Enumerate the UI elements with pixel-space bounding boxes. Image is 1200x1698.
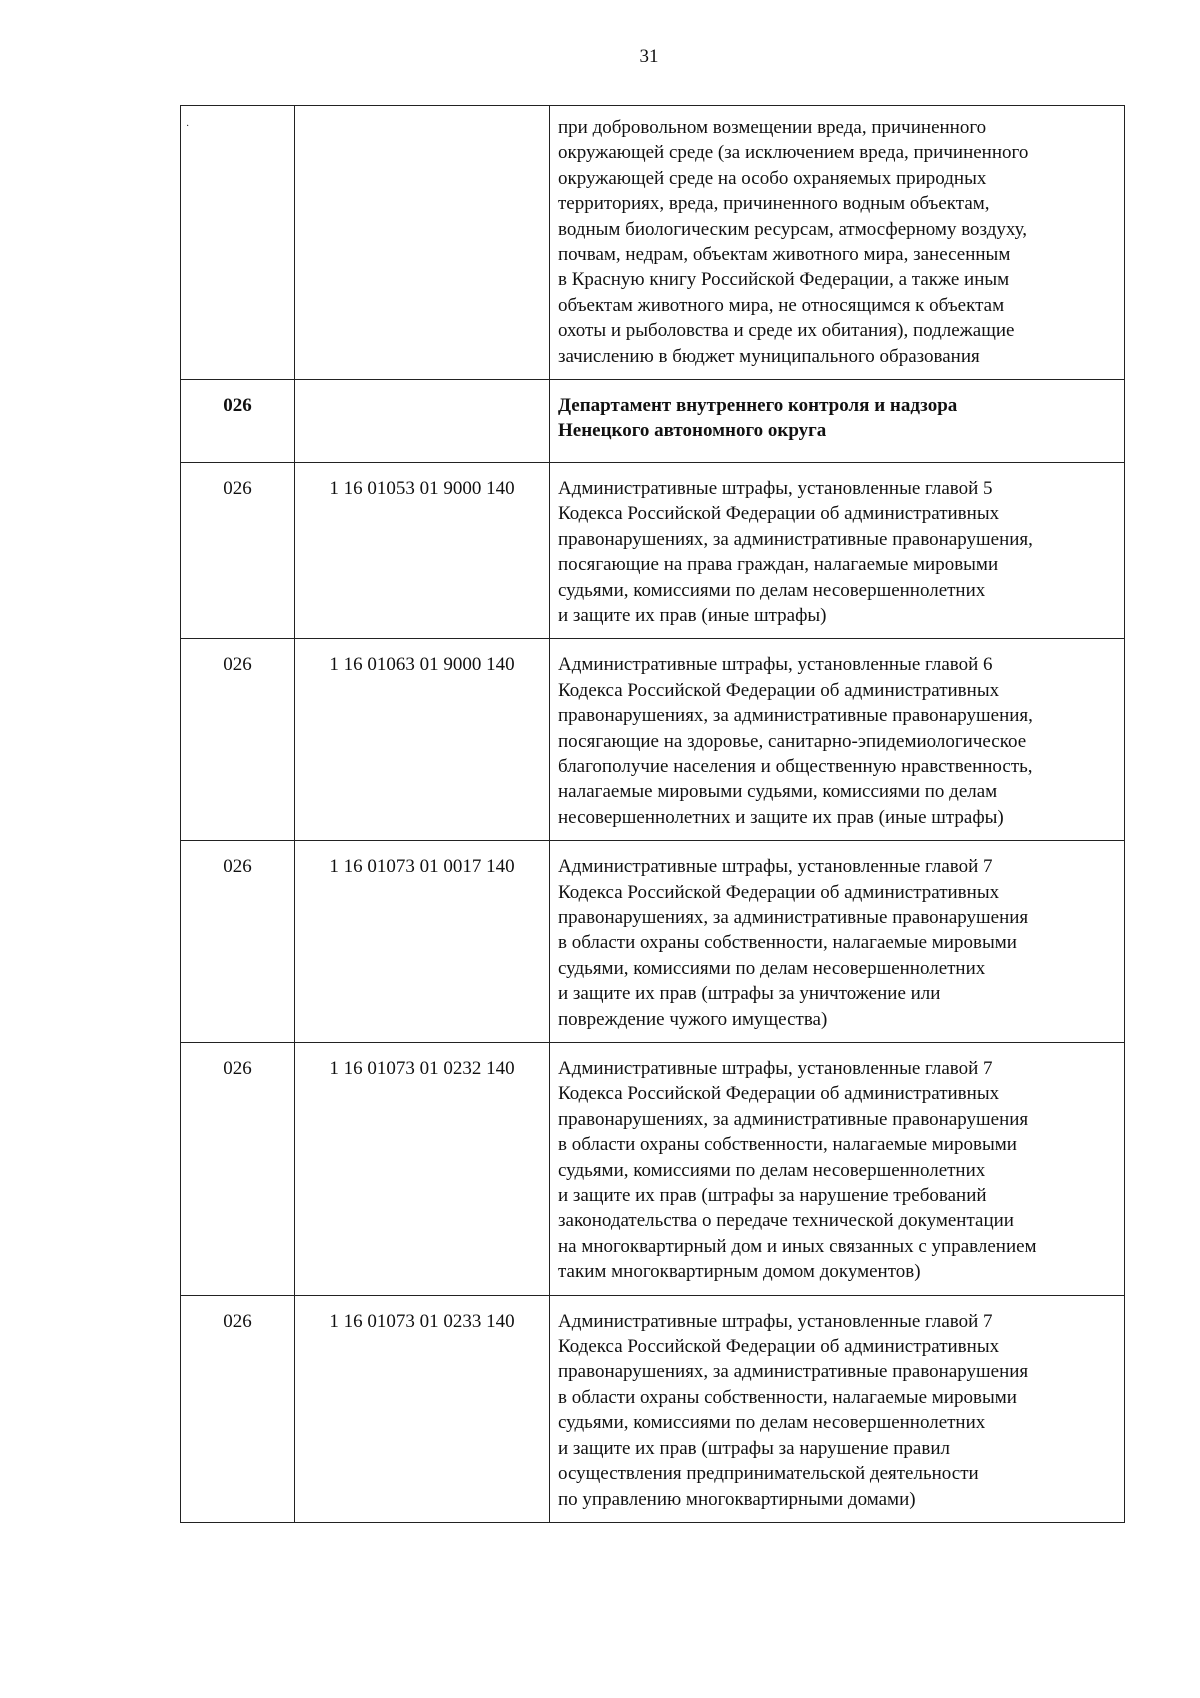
table-row	[181, 106, 1125, 380]
scan-artifact-dot: ·	[186, 121, 190, 132]
description-cell: Административные штрафы, установленные главой 7 Кодекса Российской Федерации об административных правонарушениях, за административные правонарушения в области охраны собственности, налагаемые мировыми судьями, комиссиями по делам несовершеннолетних и защите их прав (штрафы за нарушение правил осуществления предпринимательской деятельности по управлению многоквартирными домами)	[550, 1295, 1125, 1522]
kbk-code-cell: 1 16 01073 01 0233 140	[295, 1295, 550, 1522]
table-row	[181, 462, 1125, 638]
table-row	[181, 639, 1125, 841]
admin-code-cell: 026	[181, 462, 295, 638]
kbk-code-cell: 1 16 01073 01 0017 140	[295, 841, 550, 1043]
kbk-code-cell: 1 16 01063 01 9000 140	[295, 639, 550, 841]
kbk-code-cell: 1 16 01053 01 9000 140	[295, 462, 550, 638]
department-header-row	[181, 380, 1125, 463]
page-number: 31	[639, 46, 659, 67]
department-name-cell: Департамент внутреннего контроля и надзора Ненецкого автономного округа	[550, 380, 1125, 463]
table-row	[181, 1043, 1125, 1296]
revenue-codes-table	[180, 105, 1125, 1523]
kbk-code-cell	[295, 106, 550, 380]
description-cell: Административные штрафы, установленные главой 5 Кодекса Российской Федерации об административных правонарушениях, за административные правонарушения, посягающие на права граждан, налагаемые мировыми судьями, комиссиями по делам несовершеннолетних и защите их прав (иные штрафы)	[550, 462, 1125, 638]
admin-code-cell: 026	[181, 639, 295, 841]
admin-code-cell: 026	[181, 841, 295, 1043]
table-row	[181, 841, 1125, 1043]
kbk-code-cell: 1 16 01073 01 0232 140	[295, 1043, 550, 1296]
admin-code-cell: 026	[181, 1295, 295, 1522]
description-cell: Административные штрафы, установленные главой 7 Кодекса Российской Федерации об административных правонарушениях, за административные правонарушения в области охраны собственности, налагаемые мировыми судьями, комиссиями по делам несовершеннолетних и защите их прав (штрафы за уничтожение или повреждение чужого имущества)	[550, 841, 1125, 1043]
admin-code-cell: 026	[181, 1043, 295, 1296]
description-cell: Административные штрафы, установленные главой 7 Кодекса Российской Федерации об административных правонарушениях, за административные правонарушения в области охраны собственности, налагаемые мировыми судьями, комиссиями по делам несовершеннолетних и защите их прав (штрафы за нарушение требований законодательства о передаче технической документации на многоквартирный дом и иных связанных с управлением таким многоквартирным домом документов)	[550, 1043, 1125, 1296]
description-cell: Административные штрафы, установленные главой 6 Кодекса Российской Федерации об административных правонарушениях, за административные правонарушения, посягающие на здоровье, санитарно-эпидемиологическое благополучие населения и общественную нравственность, налагаемые мировыми судьями, комиссиями по делам несовершеннолетних и защите их прав (иные штрафы)	[550, 639, 1125, 841]
kbk-code-cell	[295, 380, 550, 463]
description-cell: при добровольном возмещении вреда, причиненного окружающей среде (за исключением вреда, причиненного окружающей среде на особо охраняемых природных территориях, вреда, причиненного водным объектам, водным биологическим ресурсам, атмосферному воздуху, почвам, недрам, объектам животного мира, занесенным в Красную книгу Российской Федерации, а также иным объектам животного мира, не относящимся к объектам охоты и рыболовства и среде их обитания), подлежащие зачислению в бюджет муниципального образования	[550, 106, 1125, 380]
admin-code-cell: 026	[181, 380, 295, 463]
admin-code-cell	[181, 106, 295, 380]
table-row	[181, 1295, 1125, 1522]
